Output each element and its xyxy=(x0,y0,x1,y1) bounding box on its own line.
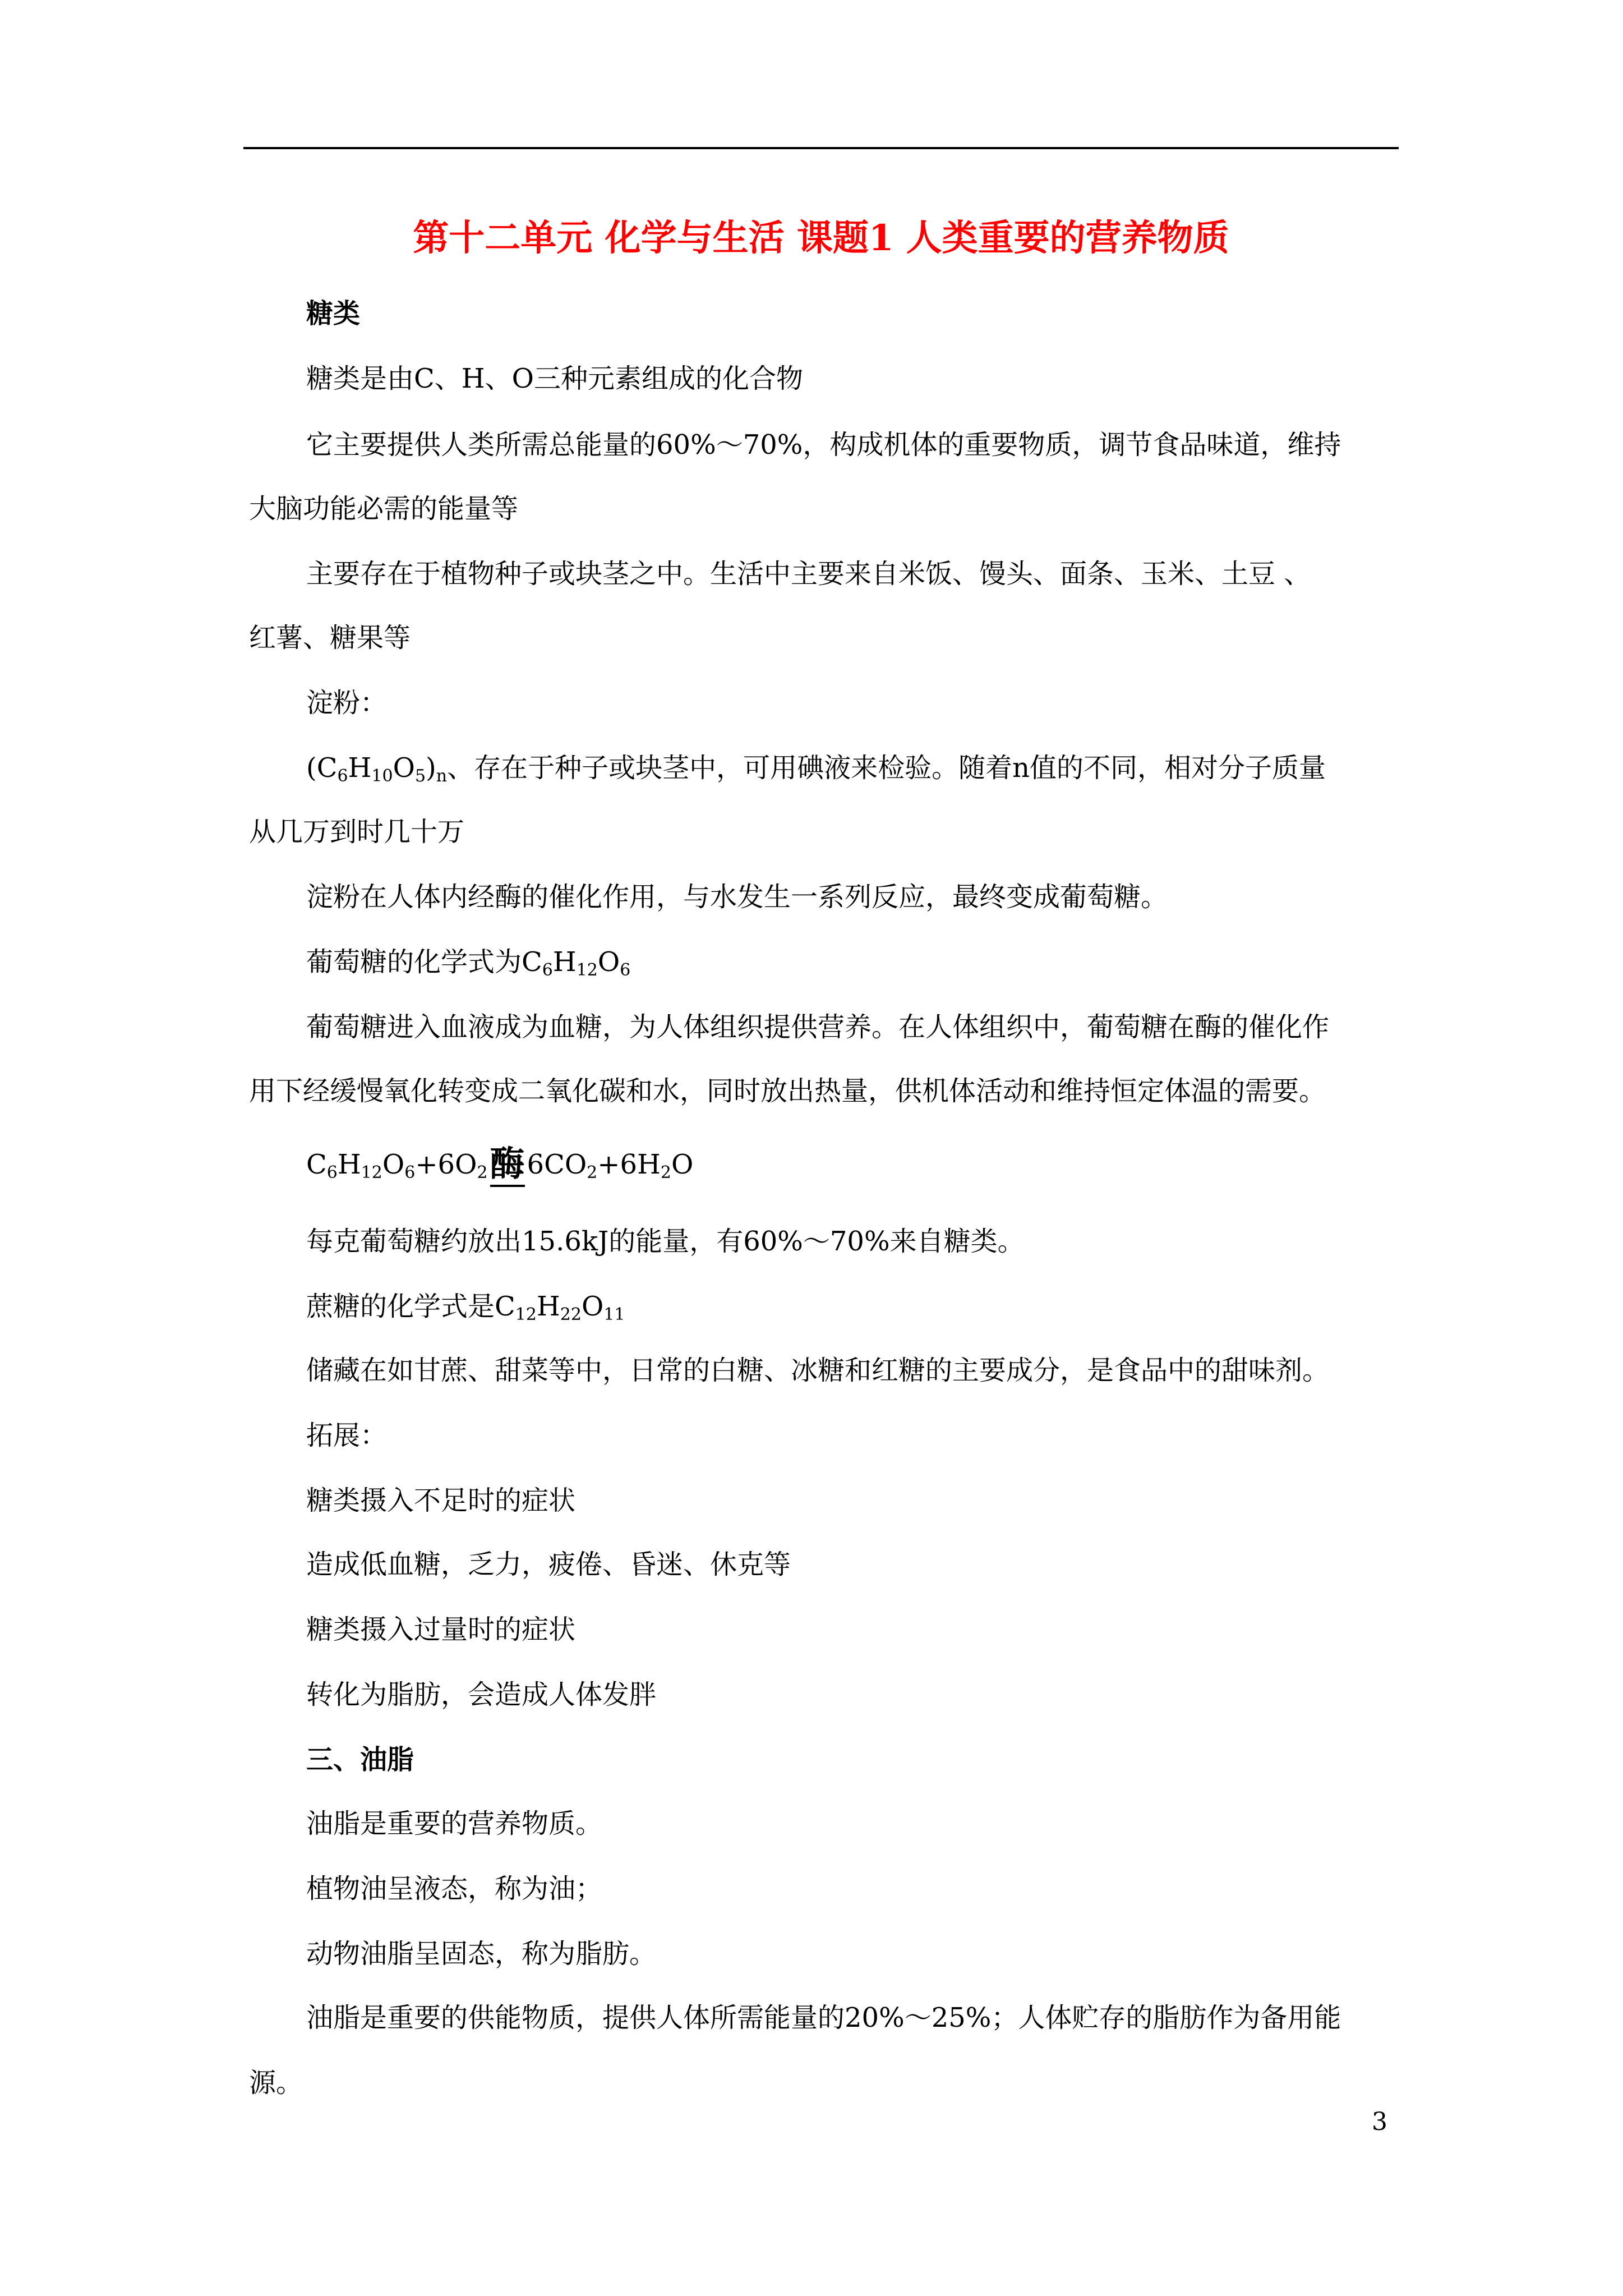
paragraph-line: 主要存在于植物种子或块茎之中。生活中主要来自米饭、馒头、面条、玉米、土豆 、 xyxy=(306,558,1311,590)
paragraph-line: 转化为脂肪，会造成人体发胖 xyxy=(306,1679,657,1710)
page-title: 第十二单元 化学与生活 课题1 人类重要的营养物质 xyxy=(413,217,1229,259)
paragraph-line: 葡萄糖进入血液成为血糖，为人体组织提供营养。在人体组织中，葡萄糖在酶的催化作 xyxy=(306,1011,1330,1043)
starch-formula-line: $(C_6H_{10}O_5)_n$、存在于种子或块茎中，可用碘液来检验。随着n值的不同，相对分子质量 xyxy=(306,752,1326,786)
paragraph-line: 每克葡萄糖约放出15.6kJ的能量，有60%～70%来自糖类。 xyxy=(306,1226,1025,1257)
page-number: 3 xyxy=(1372,2108,1387,2136)
paragraph-line: 储藏在如甘蔗、甜菜等中，日常的白糖、冰糖和红糖的主要成分，是食品中的甜味剂。 xyxy=(306,1355,1330,1386)
paragraph-line: 油脂是重要的供能物质，提供人体所需能量的20%～25%；人体贮存的脂肪作为备用能 xyxy=(306,2002,1341,2033)
sucrose-formula-line: 蔗糖的化学式是$C_{12}H_{22}O_{11}$ xyxy=(306,1291,625,1324)
paragraph-line: 动物油脂呈固态，称为脂肪。 xyxy=(306,1938,657,1970)
paragraph-line: 从几万到时几十万 xyxy=(249,816,465,848)
paragraph-line: 淀粉在人体内经酶的催化作用，与水发生一系列反应，最终变成葡萄糖。 xyxy=(306,881,1168,913)
header-rule xyxy=(243,147,1399,149)
paragraph-line: 植物油呈液态，称为油； xyxy=(306,1873,603,1904)
paragraph-line: 糖类摄入过量时的症状 xyxy=(306,1614,576,1645)
paragraph-line: 糖类是由C、H、O三种元素组成的化合物 xyxy=(306,363,803,394)
paragraph-line: 源。 xyxy=(249,2067,303,2099)
glucose-oxidation-equation: $C_6H_{12}O_6+6O_2$酶$6CO_2+6H_2O$ xyxy=(306,1143,694,1184)
paragraph-line: 糖类摄入不足时的症状 xyxy=(306,1485,576,1516)
paragraph-line: 红薯、糖果等 xyxy=(249,622,411,654)
section-heading-sugars: 糖类 xyxy=(306,298,361,329)
section-heading-fats: 三、油脂 xyxy=(306,1744,414,1775)
paragraph-line: 用下经缓慢氧化转变成二氧化碳和水，同时放出热量，供机体活动和维持恒定体温的需要。 xyxy=(249,1075,1326,1107)
paragraph-line: 造成低血糖，乏力，疲倦、昏迷、休克等 xyxy=(306,1549,791,1580)
paragraph-line: 它主要提供人类所需总能量的60%～70%，构成机体的重要物质，调节食品味道，维持 xyxy=(306,429,1341,461)
paragraph-line: 油脂是重要的营养物质。 xyxy=(306,1808,603,1839)
glucose-formula-line: 葡萄糖的化学式为$C_6H_{12}O_6$ xyxy=(306,946,631,980)
paragraph-line: 拓展： xyxy=(306,1420,388,1451)
paragraph-line: 大脑功能必需的能量等 xyxy=(249,493,519,524)
enzyme-arrow-label: 酶 xyxy=(490,1143,525,1184)
paragraph-line: 淀粉： xyxy=(306,687,388,719)
